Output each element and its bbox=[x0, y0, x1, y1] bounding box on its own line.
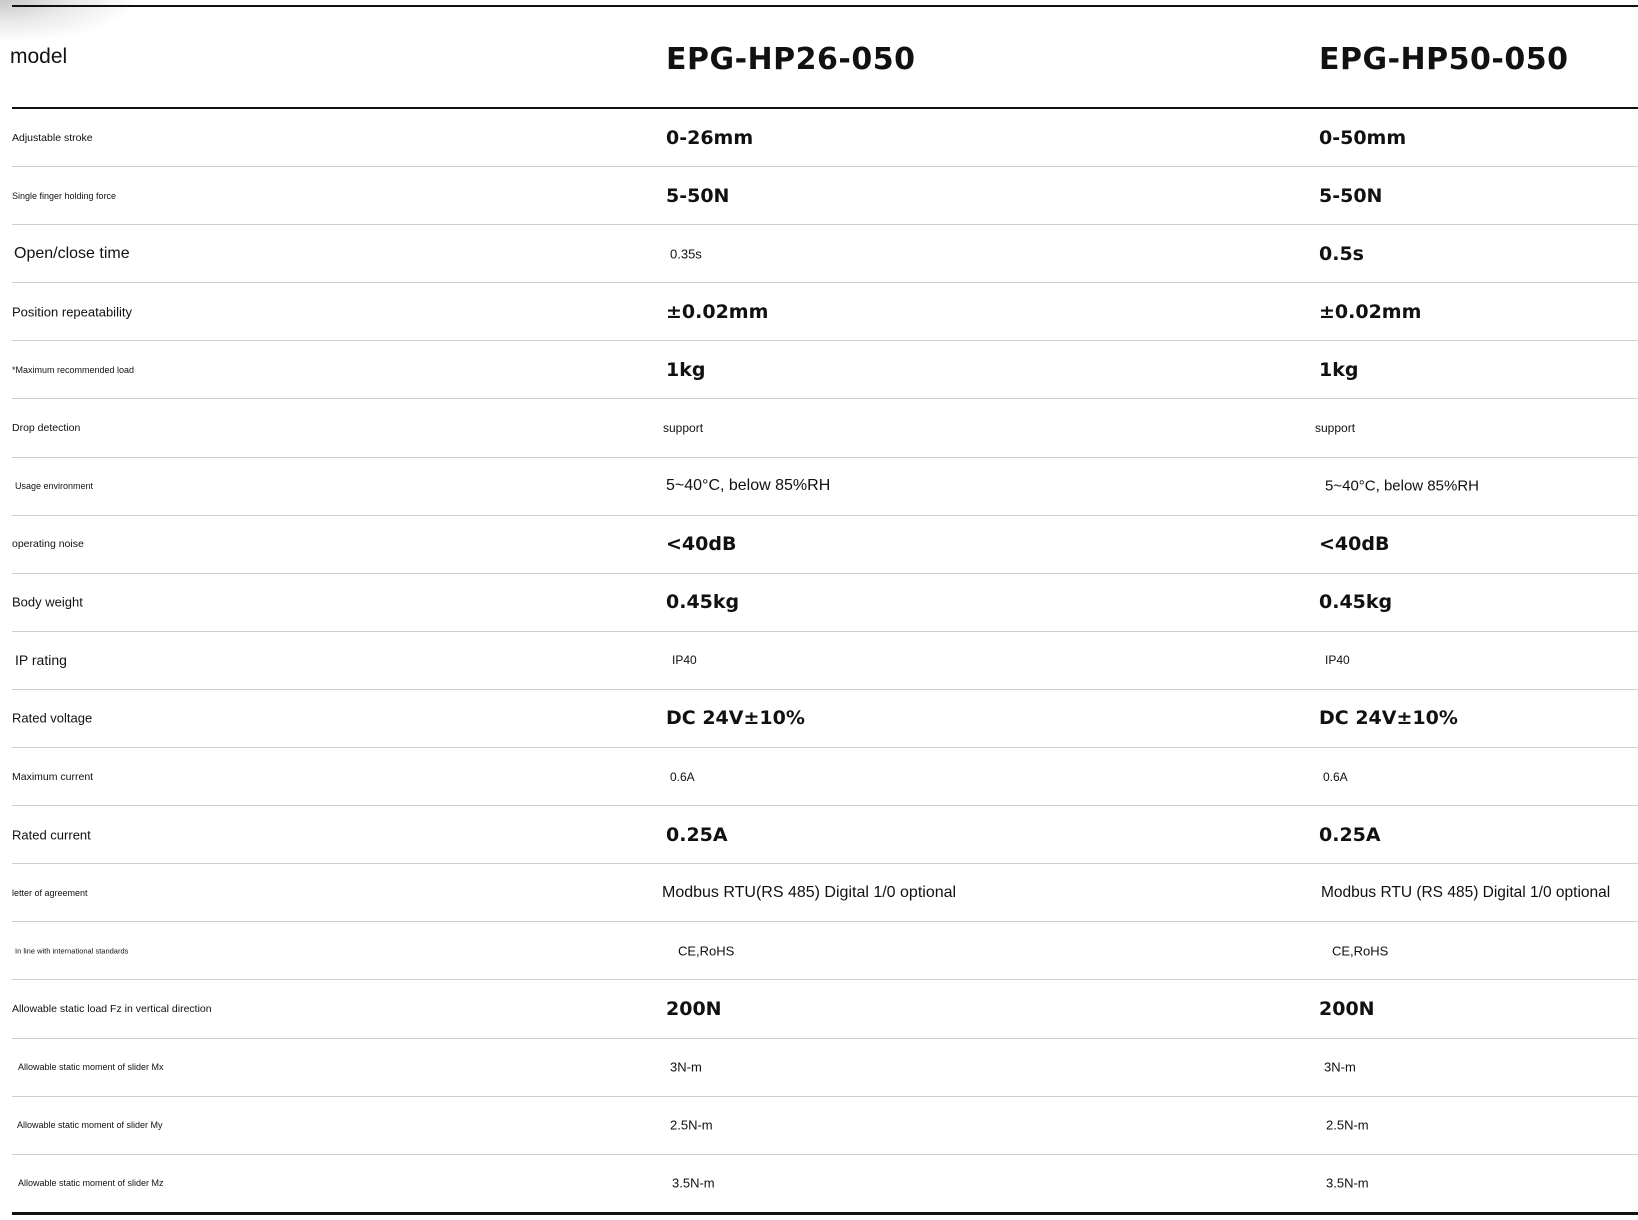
value-model-2: 3.5N-m bbox=[1326, 1175, 1369, 1191]
row-label: Rated current bbox=[12, 827, 91, 843]
table-row bbox=[12, 980, 1638, 1038]
row-label: Allowable static moment of slider Mx bbox=[18, 1062, 164, 1073]
row-label: Maximum current bbox=[12, 770, 94, 783]
value-model-2: 5~40°C, below 85%RH bbox=[1325, 477, 1479, 495]
value-model-1: 3N-m bbox=[670, 1059, 702, 1075]
spec-rows bbox=[12, 109, 1638, 1215]
row-label: Single finger holding force bbox=[12, 190, 117, 201]
table-row bbox=[12, 748, 1638, 806]
table-row bbox=[12, 399, 1638, 457]
value-model-1: IP40 bbox=[672, 653, 697, 668]
value-model-2: support bbox=[1315, 421, 1356, 436]
value-model-2: <40dB bbox=[1319, 533, 1390, 556]
row-label: *Maximum recommended load bbox=[12, 364, 135, 375]
row-label: Body weight bbox=[12, 594, 83, 610]
table-row bbox=[12, 806, 1638, 864]
row-label: Usage environment bbox=[15, 481, 94, 492]
row-label: Position repeatability bbox=[12, 304, 132, 320]
table-row bbox=[12, 632, 1638, 690]
value-model-2: IP40 bbox=[1325, 653, 1350, 668]
table-row bbox=[12, 864, 1638, 922]
value-model-1: Modbus RTU(RS 485) Digital 1/0 optional bbox=[662, 883, 957, 901]
value-model-1: ±0.02mm bbox=[666, 300, 769, 323]
value-model-2: 3N-m bbox=[1324, 1059, 1356, 1075]
table-row bbox=[12, 1039, 1638, 1097]
value-model-1: DC 24V±10% bbox=[666, 707, 805, 730]
table-row bbox=[12, 1097, 1638, 1155]
value-model-2: 0.6A bbox=[1323, 769, 1348, 784]
row-label: letter of agreement bbox=[12, 887, 88, 898]
value-model-2: 5-50N bbox=[1319, 184, 1383, 207]
table-row bbox=[12, 283, 1638, 341]
table-row bbox=[12, 922, 1638, 980]
model-label: model bbox=[10, 45, 68, 68]
row-label: In line with international standards bbox=[15, 946, 129, 956]
value-model-1: 0.45kg bbox=[666, 591, 740, 614]
value-model-2: DC 24V±10% bbox=[1319, 707, 1458, 730]
value-model-1: 2.5N-m bbox=[670, 1117, 713, 1133]
table-row bbox=[12, 690, 1638, 748]
value-model-1: 200N bbox=[666, 997, 722, 1020]
value-model-2: 200N bbox=[1319, 997, 1375, 1020]
row-label: Allowable static moment of slider Mz bbox=[18, 1178, 164, 1189]
table-row bbox=[12, 574, 1638, 632]
value-model-2: 0.25A bbox=[1319, 823, 1381, 846]
value-model-1: 5~40°C, below 85%RH bbox=[666, 477, 831, 495]
table-row bbox=[12, 109, 1638, 167]
value-model-2: CE,RoHS bbox=[1332, 943, 1389, 959]
value-model-1: 3.5N-m bbox=[672, 1175, 715, 1191]
table-row bbox=[12, 341, 1638, 399]
table-header-row bbox=[12, 7, 1638, 109]
value-model-1: <40dB bbox=[666, 533, 737, 556]
value-model-2: 0-50mm bbox=[1319, 126, 1407, 149]
row-label: Allowable static moment of slider My bbox=[17, 1120, 163, 1131]
spec-table bbox=[12, 7, 1638, 1215]
row-label: Rated voltage bbox=[12, 710, 93, 726]
value-model-2: 2.5N-m bbox=[1326, 1117, 1369, 1133]
table-row bbox=[12, 516, 1638, 574]
value-model-1: 5-50N bbox=[666, 184, 730, 207]
value-model-1: 0.25A bbox=[666, 823, 728, 846]
table-row bbox=[12, 458, 1638, 516]
row-label: operating noise bbox=[12, 538, 84, 551]
table-row bbox=[12, 225, 1638, 283]
row-label: Adjustable stroke bbox=[12, 131, 93, 144]
value-model-1: 0.35s bbox=[670, 246, 702, 262]
row-label: Drop detection bbox=[12, 422, 81, 435]
value-model-2: Modbus RTU (RS 485) Digital 1/0 optional bbox=[1321, 883, 1611, 901]
table-row bbox=[12, 1155, 1638, 1215]
table-row bbox=[12, 167, 1638, 225]
row-label: IP rating bbox=[15, 652, 67, 669]
value-model-2: ±0.02mm bbox=[1319, 300, 1422, 323]
model-1-name: EPG-HP26-050 bbox=[666, 42, 916, 77]
value-model-1: 0-26mm bbox=[666, 126, 754, 149]
row-label: Allowable static load Fz in vertical direction bbox=[12, 1002, 212, 1015]
value-model-1: 0.6A bbox=[670, 769, 695, 784]
value-model-1: support bbox=[663, 421, 704, 436]
value-model-2: 0.5s bbox=[1319, 242, 1364, 265]
value-model-1: 1kg bbox=[666, 358, 706, 381]
value-model-2: 0.45kg bbox=[1319, 591, 1393, 614]
row-label: Open/close time bbox=[14, 244, 130, 262]
value-model-2: 1kg bbox=[1319, 358, 1359, 381]
value-model-1: CE,RoHS bbox=[678, 943, 735, 959]
model-2-name: EPG-HP50-050 bbox=[1319, 42, 1569, 77]
